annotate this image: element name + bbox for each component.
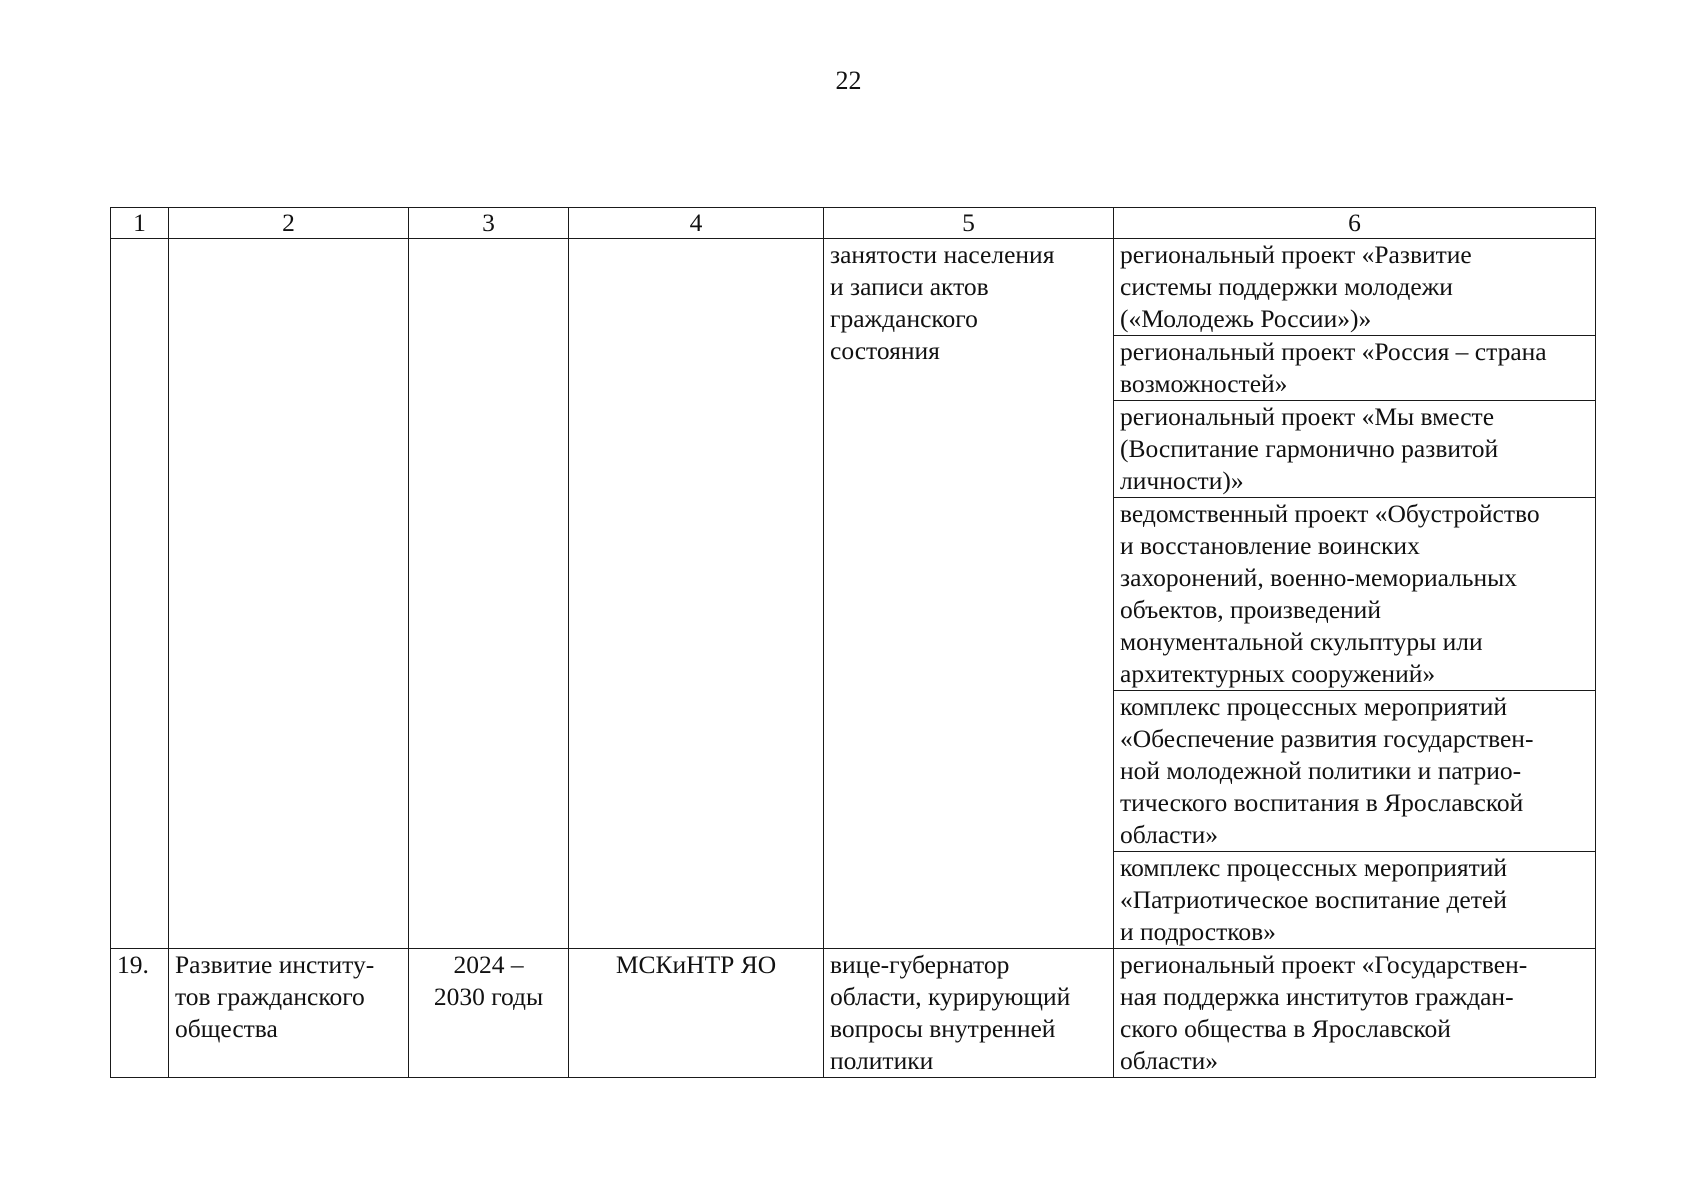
project-line: комплекс процессных мероприятий <box>1120 692 1508 721</box>
page-number: 22 <box>835 66 862 95</box>
project-line: ведомственный проект «Обустройство <box>1120 499 1540 528</box>
cell-line: гражданского <box>830 304 978 333</box>
cell-line: вопросы внутренней <box>830 1014 1056 1043</box>
project-line: архитектурных сооружений» <box>1120 659 1436 688</box>
project-item <box>1114 852 1595 949</box>
cell-line: 2030 годы <box>433 982 544 1011</box>
project-line: и восстановление воинских <box>1120 531 1420 560</box>
cell-line: занятости населения <box>830 240 1055 269</box>
row-19-executor: МСКиНТР ЯО <box>569 949 824 1078</box>
main-table <box>110 207 1596 1078</box>
row-continued-projects <box>1114 239 1596 949</box>
project-line: региональный проект «Россия – страна <box>1120 337 1547 366</box>
projects-list <box>1114 239 1595 948</box>
project-line: тического воспитания в Ярославской <box>1120 788 1524 817</box>
table-row-continued <box>111 239 1596 949</box>
cell-line: тов гражданского <box>175 982 365 1011</box>
project-line: (Воспитание гармонично развитой <box>1120 434 1499 463</box>
project-line: ского общества в Ярославской <box>1120 1014 1451 1043</box>
row-continued-col3 <box>409 239 569 949</box>
cell-line: состояния <box>830 336 940 365</box>
cell-line: общества <box>175 1014 278 1043</box>
project-line: ная поддержка институтов граждан- <box>1120 982 1514 1011</box>
row-continued-col5 <box>824 239 1114 949</box>
cell-line: Развитие институ- <box>175 950 375 979</box>
cell-line: 2024 – <box>453 950 524 979</box>
cell-line: области, курирующий <box>830 982 1071 1011</box>
row-19-curator <box>824 949 1114 1078</box>
project-line: системы поддержки молодежи <box>1120 272 1453 301</box>
row-continued-col2 <box>169 239 409 949</box>
row-19-period <box>409 949 569 1078</box>
project-line: ной молодежной политики и патрио- <box>1120 756 1522 785</box>
project-line: региональный проект «Государствен- <box>1120 950 1528 979</box>
project-line: («Молодежь России»)» <box>1120 304 1372 333</box>
header-col-6: 6 <box>1114 208 1596 239</box>
row-continued-col1 <box>111 239 169 949</box>
project-line: комплекс процессных мероприятий <box>1120 853 1508 882</box>
project-line: области» <box>1120 820 1218 849</box>
header-col-2: 2 <box>169 208 409 239</box>
cell-line: вице-губернатор <box>830 950 1010 979</box>
project-item <box>1114 239 1595 336</box>
header-col-5: 5 <box>824 208 1114 239</box>
table-row-19 <box>111 949 1596 1078</box>
header-col-3: 3 <box>409 208 569 239</box>
project-line: объектов, произведений <box>1120 595 1381 624</box>
project-line: монументальной скульптуры или <box>1120 627 1483 656</box>
row-continued-col4 <box>569 239 824 949</box>
project-line: личности)» <box>1120 466 1244 495</box>
project-line: региональный проект «Мы вместе <box>1120 402 1495 431</box>
project-line: региональный проект «Развитие <box>1120 240 1472 269</box>
project-line: возможностей» <box>1120 369 1288 398</box>
project-item <box>1114 336 1595 401</box>
header-col-1: 1 <box>111 208 169 239</box>
project-line: «Патриотическое воспитание детей <box>1120 885 1507 914</box>
row-19-number: 19. <box>111 949 169 1078</box>
header-row <box>111 208 1596 239</box>
project-line: области» <box>1120 1046 1218 1075</box>
project-item <box>1114 401 1595 498</box>
cell-line: и записи актов <box>830 272 989 301</box>
project-line: и подростков» <box>1120 917 1276 946</box>
row-19-name <box>169 949 409 1078</box>
row-19-project <box>1114 949 1596 1078</box>
cell-line: политики <box>830 1046 934 1075</box>
project-item <box>1114 498 1595 691</box>
project-line: захоронений, военно-мемориальных <box>1120 563 1518 592</box>
project-line: «Обеспечение развития государствен- <box>1120 724 1534 753</box>
project-item <box>1114 691 1595 852</box>
header-col-4: 4 <box>569 208 824 239</box>
